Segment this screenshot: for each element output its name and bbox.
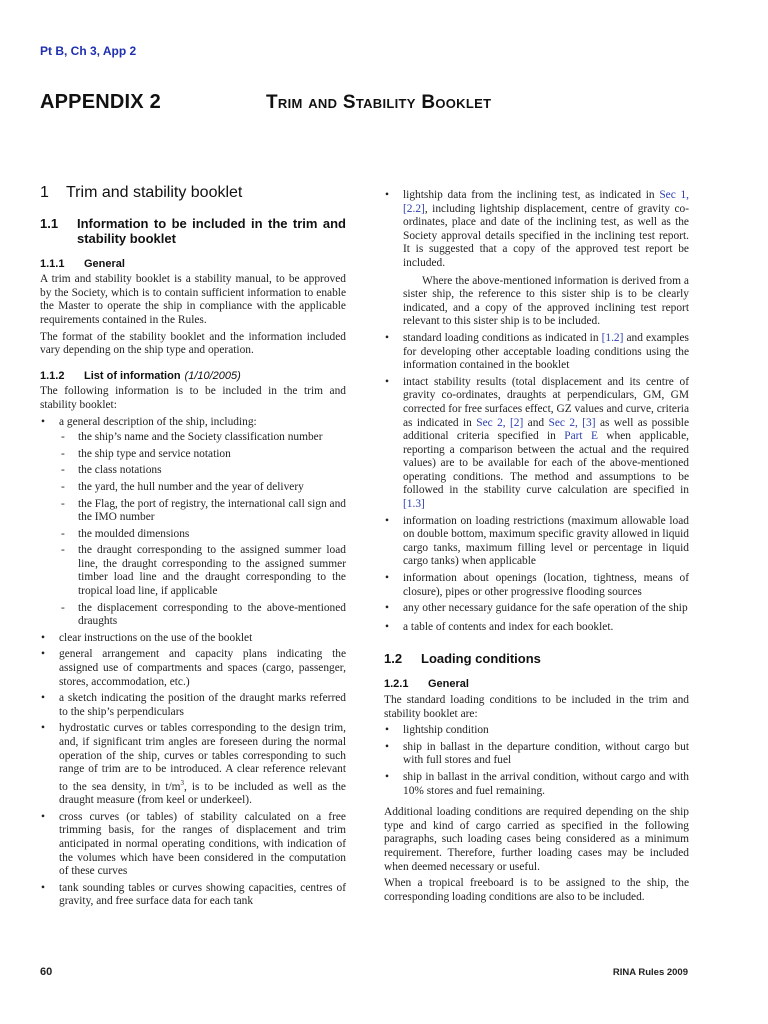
section-1-1-1-heading <box>40 258 346 272</box>
list-item: • clear instructions on the use of the booklet <box>40 632 346 646</box>
section-1-1-heading <box>40 216 346 246</box>
sub-list-item: - the displacement corresponding to the above-mentioned draughts <box>59 602 346 629</box>
paragraph: A trim and stability booklet is a stability manual, to be approved by the Society, which is to contain sufficient information to enable the Master to operate the ship in compliance with the applicable requirements contained in the Rules. <box>40 273 346 326</box>
section-number: 1.2.1 <box>384 678 409 691</box>
sub-list-item: - the moulded dimensions <box>59 528 346 542</box>
sub-list-item: - the Flag, the port of registry, the international call sign and the IMO number <box>59 498 346 525</box>
sub-list-item: - the yard, the hull number and the year of delivery <box>59 481 346 495</box>
section-1-2-heading <box>384 651 689 666</box>
section-title: General <box>84 257 125 270</box>
list-item: • general arrangement and capacity plans indicating the assigned use of compartments and spaces (cargo, passenger, stores, accommodation, etc.) <box>40 648 346 689</box>
section-number: 1 <box>40 184 49 201</box>
list-item-text: intact stability results (total displacement and its centre of gravity co-ordinates, draughts at perpendiculars, GM, GM corrected for free surfaces effect, GZ values and curve, criteria as indicated in <box>403 375 689 429</box>
list-item: • a table of contents and index for each booklet. <box>384 621 689 635</box>
revision-note: (1/10/2005) <box>184 369 241 382</box>
section-1-1-2-heading <box>40 370 346 384</box>
list-item: • information about openings (location, tightness, means of closure), pipes or other progressive flooding sources <box>384 572 689 599</box>
appendix-label: APPENDIX 2 <box>40 91 161 113</box>
sub-list-item: - the class notations <box>59 464 346 478</box>
information-list <box>40 416 346 909</box>
list-item: • cross curves (or tables) of stability calculated on a free trimming basis, for the ranges of displacement and trim anticipated in normal operating conditions, with indication of the volumes which have been considered in the computation of these curves <box>40 811 346 879</box>
list-item <box>40 416 346 629</box>
list-item-text: a general description of the ship, including: <box>59 415 257 428</box>
paragraph: The standard loading conditions to be included in the trim and stability booklet are: <box>384 694 689 720</box>
sub-list-item: - the draught corresponding to the assigned summer load line, the draught corresponding to the assigned summer timber load line and the draught corresponding to the tropical load line, if applicable <box>59 544 346 598</box>
cross-reference-link[interactable]: [1.2] <box>601 331 624 344</box>
left-column <box>40 186 346 912</box>
section-title: Trim and stability booklet <box>66 184 243 201</box>
section-number: 1.1.2 <box>40 369 65 382</box>
cross-reference-link[interactable]: Sec 2, [3] <box>548 416 596 429</box>
cross-reference-link[interactable]: Sec 2, [2] <box>476 416 524 429</box>
list-item-text: , is to be included as well as the draught measure (from keel or underkeel). <box>59 780 346 807</box>
superscript: 3 <box>180 778 185 787</box>
list-item <box>384 332 689 373</box>
list-item <box>40 722 346 807</box>
list-item-text: lightship data from the inclining test, as indicated in <box>403 189 660 201</box>
list-item-text: , including lightship displacement, centre of gravity co-ordinates, place and date of the inclining test, as well as the Society approval details specified in the inclining test report. It is suggested that a copy of the approved test report be included. <box>403 202 689 269</box>
paragraph: Where the above-mentioned information is derived from a sister ship, the reference to this sister ship is to be clearly indicated, and a copy of the approved inclining test report relevant to this sister ship is to be included. <box>403 274 689 328</box>
loading-conditions-list <box>384 724 689 798</box>
list-item-text: and <box>523 416 549 429</box>
cross-reference-link[interactable]: Sec 1, [2.2] <box>403 189 689 215</box>
list-item-text: standard loading conditions as indicated in <box>403 331 602 344</box>
sub-list <box>59 431 346 629</box>
running-header: Pt B, Ch 3, App 2 <box>40 44 137 58</box>
list-item-text: as well as possible additional criteria specified in <box>403 416 690 443</box>
section-title: Information to be included in the trim and stability booklet <box>77 215 346 246</box>
paragraph: The format of the stability booklet and the information included vary depending on the ship type and operation. <box>40 330 346 357</box>
list-item: • ship in ballast in the departure condition, without cargo but with full stores and fuel <box>384 741 689 768</box>
sub-list-item: - the ship’s name and the Society classification number <box>59 431 346 445</box>
list-item: • ship in ballast in the arrival condition, without cargo and with 10% stores and fuel remaining. <box>384 771 689 798</box>
section-1-heading <box>40 186 346 200</box>
cross-reference-link[interactable]: [1.3] <box>403 498 425 511</box>
paragraph: Additional loading conditions are required depending on the ship type and kind of cargo carried as specified in the following paragraphs, such loading cases being considered as a minimum requirement. Therefore, further loading cases may be included when deemed necessary or useful. <box>384 806 689 873</box>
section-1-2-1-heading <box>384 678 689 692</box>
paragraph: The following information is to be included in the trim and stability booklet: <box>40 385 346 411</box>
section-number: 1.1.1 <box>40 257 65 270</box>
cross-reference-link[interactable]: Part E <box>564 430 598 443</box>
list-item <box>384 189 689 329</box>
list-item: • tank sounding tables or curves showing capacities, centres of gravity, and free surface data for each tank <box>40 882 346 909</box>
right-column <box>384 189 689 907</box>
publication-name: RINA Rules 2009 <box>612 967 688 978</box>
page-number: 60 <box>40 966 53 978</box>
list-item: • any other necessary guidance for the safe operation of the ship <box>384 602 689 616</box>
list-item-text: and examples for developing other acceptable loading conditions using the information contained in the booklet <box>403 331 689 372</box>
list-item: • a sketch indicating the position of the draught marks referred to the ship’s perpendiculars <box>40 692 346 719</box>
list-item-text: hydrostatic curves or tables corresponding to the design trim, and, if significant trim angles are foreseen during the normal operation of the ship, curves or tables corresponding to such range of trim are to be introduced. A clear reference relevant to the sea density, in t/m <box>59 722 346 793</box>
section-number: 1.1 <box>40 215 59 231</box>
list-item: • lightship condition <box>384 724 689 738</box>
list-item <box>384 376 689 512</box>
section-number: 1.2 <box>384 651 403 667</box>
list-item-text: when applicable, reporting a comparison between the actual and the required values) are to be available for each of the above-mentioned operating conditions. The method and assumptions to be followed in the stability curve calculation are specified in <box>403 430 689 497</box>
section-title: Loading conditions <box>421 651 541 667</box>
appendix-title: Trim and Stability Booklet <box>266 92 492 113</box>
section-title: General <box>428 678 469 691</box>
paragraph: When a tropical freeboard is to be assigned to the ship, the corresponding loading conditions are also to be included. <box>384 877 689 903</box>
list-item: • information on loading restrictions (maximum allowable load on double bottom, maximum specific gravity allowed in liquid cargo tanks, maximum filling level or percentage in liquid cargo tanks) when applicable <box>384 515 689 569</box>
sub-list-item: - the ship type and service notation <box>59 448 346 462</box>
information-list-continued <box>384 189 689 634</box>
section-title: List of information <box>84 369 181 382</box>
